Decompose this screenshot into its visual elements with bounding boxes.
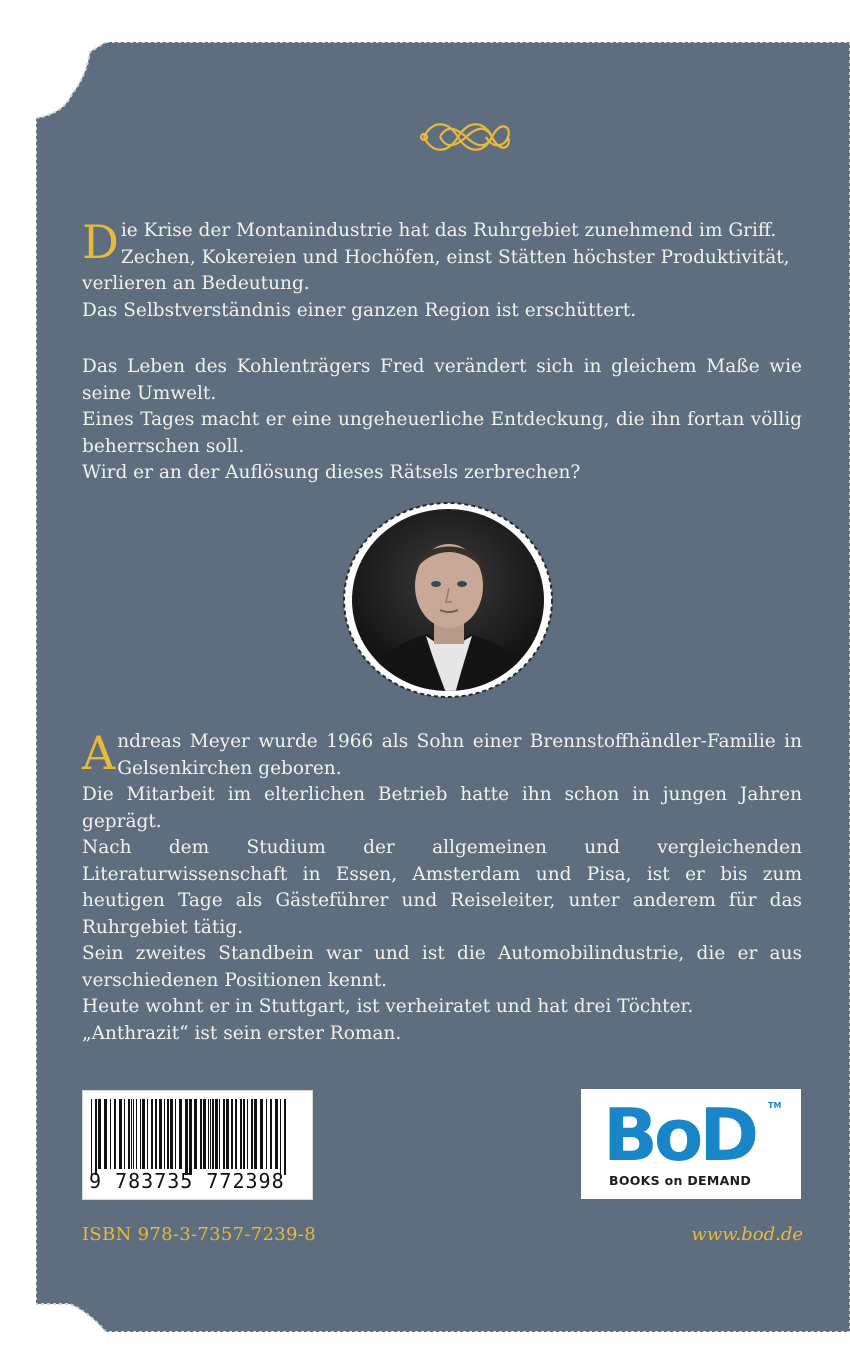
blurb-line: ie Krise der Montanindustrie hat das Ruhrgebiet zunehmend im Griff. [120, 220, 777, 241]
bio-paragraph: Die Mitarbeit im elterlichen Betrieb hatte ihn schon in jungen Jahren geprägt. [82, 784, 802, 832]
isbn-barcode [82, 1090, 313, 1200]
blurb-paragraph: Das Selbstverständnis einer ganzen Region ist erschüttert. [82, 299, 637, 321]
bio-paragraph: Nach dem Studium der allgemeinen und vergleichenden Literaturwissenschaft in Essen, Amsterdam und Pisa, ist er bis zum heutigen Tage als Gästeführer und Reiseleiter, unter anderem für das Ruhrgebiet tätig. [82, 837, 802, 938]
ornament-icon [418, 112, 514, 162]
bio-paragraph: „Anthrazit“ ist sein erster Roman. [82, 1022, 402, 1044]
dropcap-d: D [82, 215, 119, 269]
blurb-story [82, 354, 802, 487]
blurb-paragraph: Wird er an der Auflösung dieses Rätsels zerbrechen? [82, 462, 581, 483]
blurb-paragraph: Das Leben des Kohlenträgers Fred verändert sich in gleichem Maße wie seine Umwelt. [82, 356, 802, 404]
author-bio [82, 726, 802, 1047]
publisher-website: www.bod.de [691, 1224, 803, 1245]
dropcap-a: A [82, 726, 116, 780]
publisher-logo [581, 1089, 801, 1199]
author-portrait [342, 502, 554, 698]
blurb-paragraph: Eines Tages macht er eine ungeheuerliche Entdeckung, die ihn fortan völlig beherrschen soll. [82, 409, 802, 457]
bio-paragraph: Heute wohnt er in Stuttgart, ist verheiratet und hat drei Töchter. [82, 996, 694, 1017]
barcode-digits: 9 783735 772398 [89, 1169, 285, 1193]
bio-paragraph: ndreas Meyer wurde 1966 als Sohn einer Brennstoffhändler-Familie in Gelsenkirchen geboren. [117, 731, 802, 779]
blurb-intro [82, 215, 802, 324]
blurb-line: Zechen, Kokereien und Hochöfen, einst Stätten höchster Produktivität, [120, 246, 790, 268]
bod-trademark: TM [768, 1101, 782, 1110]
bod-logo-mark: BoD [603, 1093, 756, 1177]
isbn-number: ISBN 978-3-7357-7239-8 [82, 1224, 316, 1245]
blurb-line: verlieren an Bedeutung. [82, 273, 310, 294]
bod-tagline: BOOKS on DEMAND [609, 1173, 752, 1188]
bio-paragraph: Sein zweites Standbein war und ist die Automobilindustrie, die er aus verschiedenen Positionen kennt. [82, 943, 802, 991]
